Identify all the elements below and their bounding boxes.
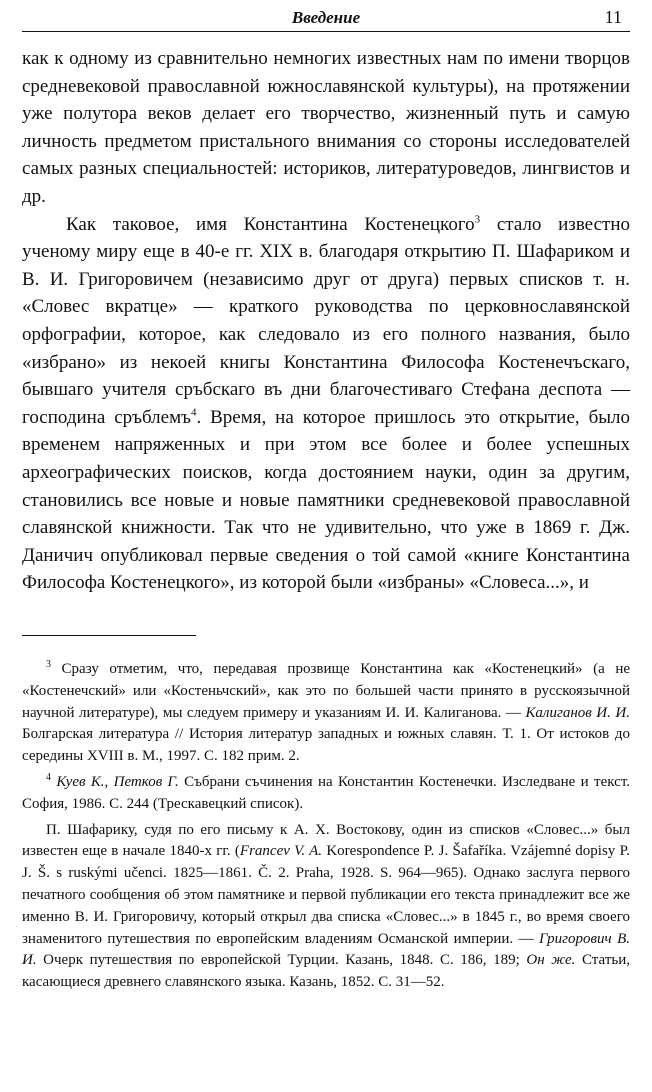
footnote-4-author: Куев К., Петков Г. xyxy=(51,773,179,790)
footnote-3-text-a: Сразу отметим, что, передавая прозвище Константина как «Костенецкий» (а не «Костенечский» или «Костеньчский», как это по большей части принято в русскоязычной научной литературе), мы следуем примеру и указаниям И. И. Калиганова. — xyxy=(22,661,630,721)
footnotes xyxy=(22,659,630,994)
footnote-divider xyxy=(22,635,196,636)
footnote-4-text: Събрани съчинения на Константин Костенечки. Изследване и текст. София, 1986. С. 244 (Трескавецкий список). xyxy=(22,773,630,812)
paragraph-2-text-a: Как таковое, имя Константина Костенецкого xyxy=(66,213,475,235)
main-text xyxy=(22,45,630,597)
footnote-3 xyxy=(22,659,630,768)
footnote-4-cont-text-d: Статьи, касающиеся древнего славянского языка. Казань, 1852. С. 31—52. xyxy=(22,952,630,991)
header-rule xyxy=(22,31,630,32)
footnote-4-cont-author-2: Григорович В. И. xyxy=(22,930,631,969)
paragraph-2 xyxy=(22,211,630,597)
footnote-4 xyxy=(22,772,630,816)
paragraph-2-text-c: . Время, на которое пришлось это открытие, было временем напряженных и при этом все более и более успешных археографических поисков, когда достоянием науки, один за другим, становились все новые и новые памятники средневековой православной славянской книжности. Так что не удивительно, что уже в 1869 г. Дж. Даничич опубликовал первые сведения о той самой «книге Константина Философа Костенецкого», из которой были «избраны» «Словеса...», и xyxy=(22,406,630,594)
paragraph-1: как к одному из сравнительно немногих известных нам по имени творцов средневековой православной южнославянской культуры), на протяжении уже полутора веков делает его творчество, жизненный путь и самую личность предметом пристального внимания со стороны исследователей самых разных специальностей: историков, литературоведов, лингвистов и др. xyxy=(22,48,630,207)
footnote-ref-4: 4 xyxy=(190,406,197,419)
footnote-4-cont-text-b: Korespondence P. J. Šafaříka. Vzájemné dopisy P. J. Š. s ruskými učenci. 1825—1861. Č. 2. Praha, 1928. S. 964—965). Однако заслуга первого печатного сообщения об этом памятнике и первой публикации его текста принадлежит все же именно В. И. Григоровичу, который открыл два списка «Словес...» в 1845 г., во время своего знаменитого путешествия по европейским владениям Османской империи. — xyxy=(22,843,631,947)
old-slavonic-title: книгы Константина Философа Костенечъскаго, бывшаго учителя сръбскаго въ дни благочестиваго Стефана деспота — господина сръблемъ xyxy=(22,351,630,428)
footnote-4-cont-text-a: П. Шафарику, судя по его письму к А. Х. Востокову, один из списков «Словес...» был известен еще в начале 1840-х гг. ( xyxy=(22,821,630,860)
page-header xyxy=(22,4,630,32)
running-title: Введение xyxy=(291,8,361,27)
footnote-4-continued xyxy=(22,820,630,994)
footnote-3-number: 3 xyxy=(46,659,51,670)
page-number: 11 xyxy=(604,7,622,27)
footnote-4-number: 4 xyxy=(46,771,51,783)
footnote-4-cont-author: Francev V. A. xyxy=(239,843,323,860)
footnote-3-text-b: Болгарская литература // История литератур западных и южных славян. Т. 1. От истоков до середины XVIII в. М., 1997. С. 182 прим. 2. xyxy=(22,726,630,765)
footnote-ref-3: 3 xyxy=(474,213,481,226)
footnote-3-author: Калиганов И. И. xyxy=(525,704,630,721)
paragraph-2-text-b: стало известно ученому миру еще в 40-е гг. XIX в. благодаря открытию П. Шафариком и В. И. Григоровичем (независимо друг от друга) первых списков т. н. «Словес вкратце» — краткого руководства по церковнославянской орфографии, которое, как следовало из его полного названия, было «избрано» из некоей xyxy=(22,213,630,373)
footnote-4-cont-text-c: Очерк путешествия по европейской Турции. Казань, 1848. С. 186, 189; xyxy=(36,952,527,969)
footnote-4-cont-author-3: Он же. xyxy=(526,952,576,969)
